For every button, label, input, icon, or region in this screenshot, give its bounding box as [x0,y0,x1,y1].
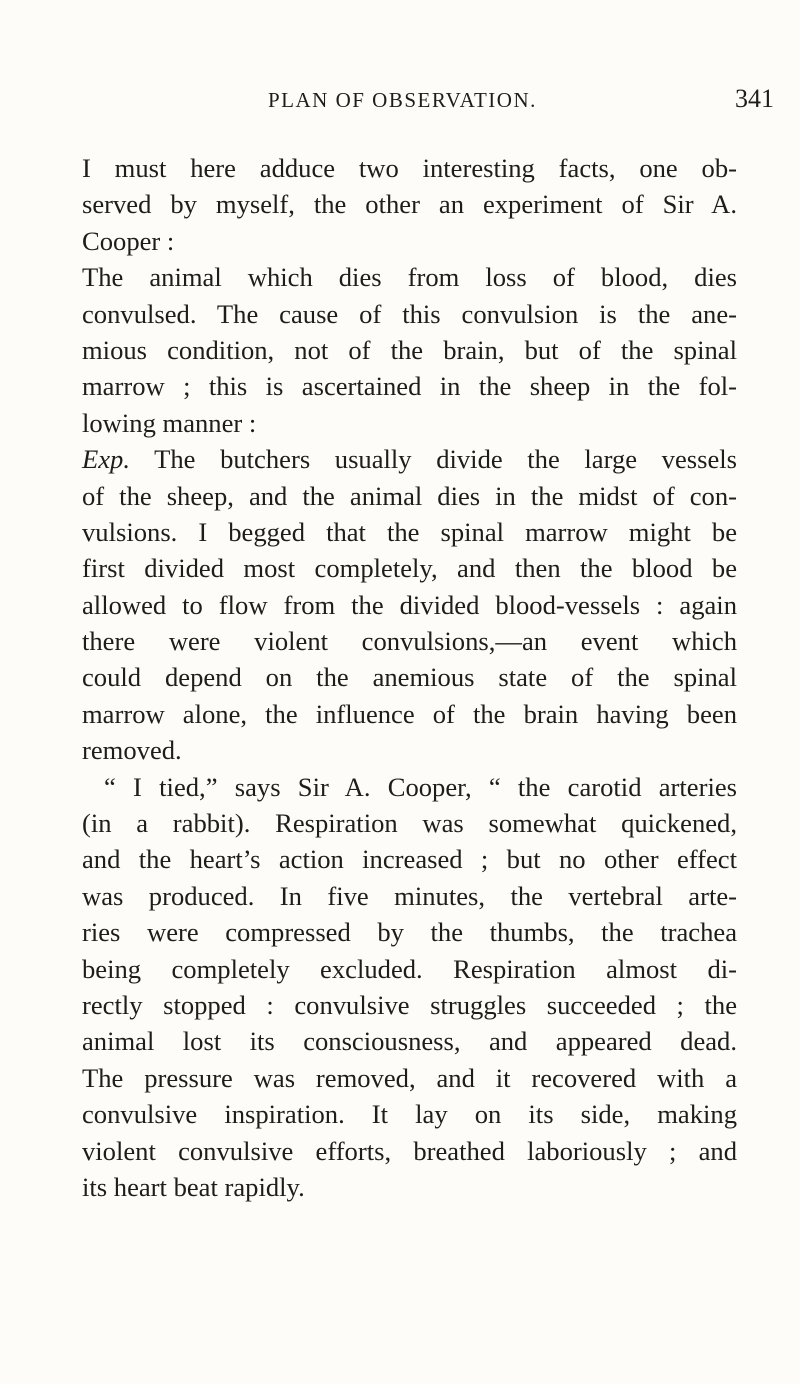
text-line: violent convulsive efforts, breathed laboriously ; and [82,1135,737,1166]
page-number: 341 [735,84,774,113]
text-line: being completely excluded. Respiration almost di- [82,953,737,984]
text-line: could depend on the anemious state of the spinal [82,662,737,693]
paragraph-1 [82,150,737,259]
text-line: marrow ; this is ascertained in the sheep in the fol- [82,371,737,402]
text-line [82,441,737,477]
body-text [82,150,737,1205]
text-line: I must here adduce two interesting facts, one ob- [82,153,737,183]
text-line: The pressure was removed, and it recovered with a [82,1062,737,1093]
text-line: first divided most completely, and then the blood be [82,553,737,584]
text-line: lowing manner : [82,407,257,438]
text-line: convulsive inspiration. It lay on its side, making [82,1099,737,1130]
text-line: animal lost its consciousness, and appeared dead. [82,1026,737,1057]
text-line: removed. [82,735,182,766]
running-title: PLAN OF OBSERVATION. [268,88,537,112]
text-line: The animal which dies from loss of blood, dies [82,262,737,293]
text-fragment: The butchers usually divide the large vessels [130,444,737,475]
paragraph-4 [82,769,737,1206]
text-line: was produced. In five minutes, the vertebral arte- [82,880,737,911]
text-line: rectly stopped : convulsive struggles succeeded ; the [82,989,737,1020]
text-line: vulsions. I begged that the spinal marrow might be [82,516,737,547]
text-line: its heart beat rapidly. [82,1171,305,1202]
text-line: “ I tied,” says Sir A. Cooper, “ the carotid arteries [104,771,737,802]
text-line: (in a rabbit). Respiration was somewhat quickened, [82,808,737,839]
text-line: of the sheep, and the animal dies in the midst of con- [82,480,737,511]
text-line: mious condition, not of the brain, but of the spinal [82,334,737,365]
text-line: allowed to flow from the divided blood-vessels : again [82,589,737,620]
text-line: and the heart’s action increased ; but no other effect [82,844,737,875]
text-line: ries were compressed by the thumbs, the trachea [82,917,737,948]
experiment-label: Exp. [82,444,130,475]
text-line: marrow alone, the influence of the brain having been [82,698,737,729]
text-line: there were violent convulsions,—an event which [82,626,737,657]
text-line: served by myself, the other an experiment of Sir A. [82,189,737,220]
paragraph-2 [82,259,737,441]
text-line: Cooper : [82,225,175,256]
text-line: convulsed. The cause of this convulsion is the ane- [82,298,737,329]
paragraph-3 [82,441,737,769]
